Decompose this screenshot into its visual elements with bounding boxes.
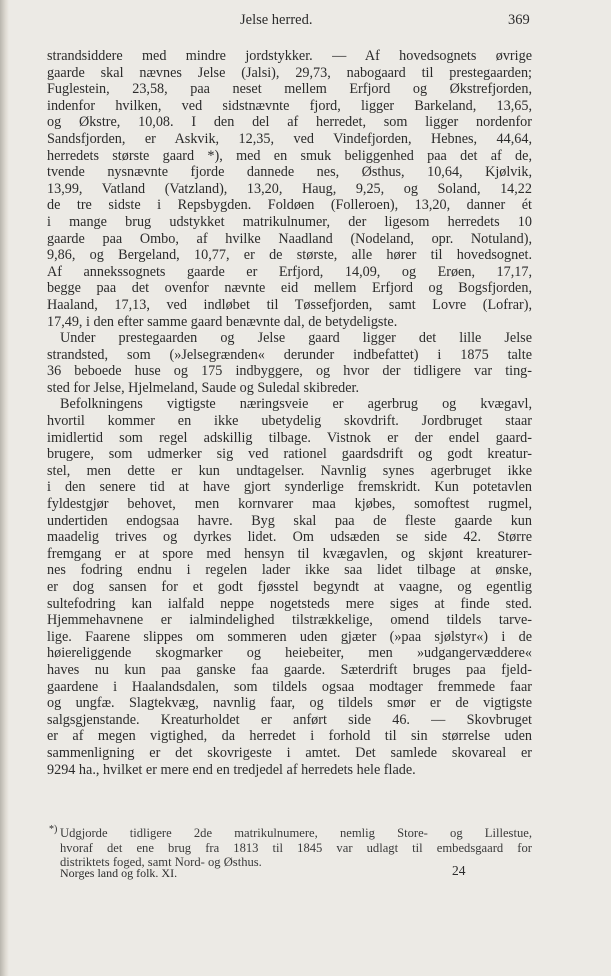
text-line: begge paa det ovenfor nævnte eid mellem Erfjord og Bogsfjorden, xyxy=(47,280,532,297)
text-line: strandsted, som (»Jelsegrænden« derunder indbefattet) i 1875 talte xyxy=(47,346,532,363)
running-title: Jelse herred. xyxy=(240,12,313,28)
text-line: høiereliggende skogmarker og heiebeiter, men »udgangervæddere« xyxy=(47,645,532,662)
text-line: tvende nysnævnte fjorde dannede nes, Østhus, 10,64, Kjølvik, xyxy=(47,164,532,181)
text-line: er dog sansen for et godt fjøsstel begyndt at vaagne, og egentlig xyxy=(47,579,532,595)
text-line: maadelig trives og dyrkes lidet. Om udsæden se side 42. Større xyxy=(47,529,532,546)
text-line: strandsiddere med mindre jordstykker. — Af hovedsognets øvrige xyxy=(47,48,532,64)
text-line: Fuglestein, 23,58, paa neset mellem Erfjord og Økstrefjorden, xyxy=(47,81,532,98)
text-line: i mange brug udstykket matrikulnumer, der ligesom herredets 10 xyxy=(47,213,532,230)
signature-number: 24 xyxy=(452,863,466,878)
text-line: i den senere tid at have gjort synderlige fremskridt. Kun potetavlen xyxy=(47,479,532,496)
page-number: 369 xyxy=(508,12,530,28)
text-line: Af annekssognets gaarde er Erfjord, 14,09, og Erøen, 17,17, xyxy=(47,263,532,280)
text-line: nes fodring endnu i regelen lader ikke saa lidet tilbage at ønske, xyxy=(47,562,532,579)
text-line: brugere, som udmerker sig ved rationel gaardsdrift og godt kreatur- xyxy=(47,446,532,463)
text-line: Hjemmehavnene er ialmindelighed tilstrækkelige, omend tildels tarve- xyxy=(47,612,532,629)
body-text xyxy=(47,48,532,778)
page-spine-shadow xyxy=(0,0,9,976)
text-line: hvortil kommer en ikke ubetydelig skovdrift. Jordbruget staar xyxy=(47,413,532,430)
text-line: herredets største gaard *), med en smuk beliggenhed paa det af de, xyxy=(47,147,532,164)
text-line: fyldestgjør behovet, men kornvarer maa kjøbes, somoftest rugmel, xyxy=(47,496,532,513)
signature-title: Norges land og folk. XI. xyxy=(60,866,178,880)
text-line: er af megen vigtighed, da herredet i forhold til sin størrelse uden xyxy=(47,728,532,745)
signature-line xyxy=(0,863,611,884)
text-line: sammenligning er det skovrigeste i amtet. Det samlede skovareal er xyxy=(47,744,532,761)
text-line: fremgang er at spore med hensyn til kvægavlen, og skjønt kreaturer- xyxy=(47,545,532,562)
text-line: 9294 ha., hvilket er mere end en tredjedel af herredets hele flade. xyxy=(47,761,416,778)
text-line: salgsgjenstande. Kreaturholdet er anført side 46. — Skovbruget xyxy=(47,711,532,728)
text-line: Sandsfjorden, er Askvik, 12,35, ved Vindefjorden, Hebnes, 44,64, xyxy=(47,130,532,147)
text-line: 13,99, Vatland (Vatzland), 13,20, Haug, 9,25, og Soland, 14,22 xyxy=(47,180,532,197)
text-line: 17,49, i den efter samme gaard benævnte dal, de betydeligste. xyxy=(47,313,398,330)
text-line: undertiden endogsaa havre. Byg skal paa de fleste gaarde kun xyxy=(47,512,532,529)
text-line: Haaland, 17,13, ved indløbet til Tøssefjorden, samt Lovre (Lofrar), xyxy=(47,296,532,313)
text-line: imidlertid som regel adskillig tilbage. Vistnok er der endel gaard- xyxy=(47,429,532,446)
text-line: Befolkningens vigtigste næringsveie er agerbrug og kvægavl, xyxy=(60,396,532,413)
text-line: lige. Faarene slippes om sommeren uden gjæter (»paa sjølstyr«) i de xyxy=(47,628,532,645)
text-line: de tre sidste i Repsbygden. Foldøen (Folleroen), 13,20, danner ét xyxy=(47,197,532,214)
text-line: indenfor hvilken, ved sidstnævnte fjord, ligger Barkeland, 13,65, xyxy=(47,97,532,114)
text-line: og ungfæ. Slagtekvæg, navnlig faar, og tildels smør er de vigtigste xyxy=(47,695,532,712)
text-line: stel, men dette er kun undtagelser. Navnlig synes agerbruget ikke xyxy=(47,462,532,479)
footnote-mark: *) xyxy=(49,824,58,835)
text-line: haves nu kun paa ganske faa gaarde. Sæterdrift bruges paa fjeld- xyxy=(47,661,532,678)
text-line: 36 beboede huse og 175 indbyggere, og hvor der tidligere var ting- xyxy=(47,363,532,380)
text-line: Under prestegaarden og Jelse gaard ligger det lille Jelse xyxy=(60,330,532,347)
text-line: gaardene i Haalandsdalen, som tildels ogsaa modtager fremmede faar xyxy=(47,678,532,695)
text-line: gaarde paa Ombo, af hvilke Naadland (Nodeland, opr. Notuland), xyxy=(47,230,532,247)
text-line: sted for Jelse, Hjelmeland, Saude og Suledal skibreder. xyxy=(47,379,360,396)
text-line: 9,86, og Bergeland, 10,77, er de største, alle hører til hovedsognet. xyxy=(47,247,532,264)
footnote-line: hvoraf det ene brug fra 1813 til 1845 var udlagt til embedsgaard for xyxy=(60,840,532,855)
footnote-line: Udgjorde tidligere 2de matrikulnumere, nemlig Store- og Lillestue, xyxy=(60,826,532,840)
text-line: gaarde skal nævnes Jelse (Jalsi), 29,73, nabogaard til prestegaarden; xyxy=(47,64,532,81)
text-line: sultefodring kan ialfald neppe nogetsteds mere siges at finde sted. xyxy=(47,595,532,612)
running-header xyxy=(0,12,611,32)
footnote-line: distriktets foged, samt Nord- og Østhus. xyxy=(60,855,262,869)
text-line: og Økstre, 10,08. I den del af herredet, som ligger nordenfor xyxy=(47,114,532,131)
